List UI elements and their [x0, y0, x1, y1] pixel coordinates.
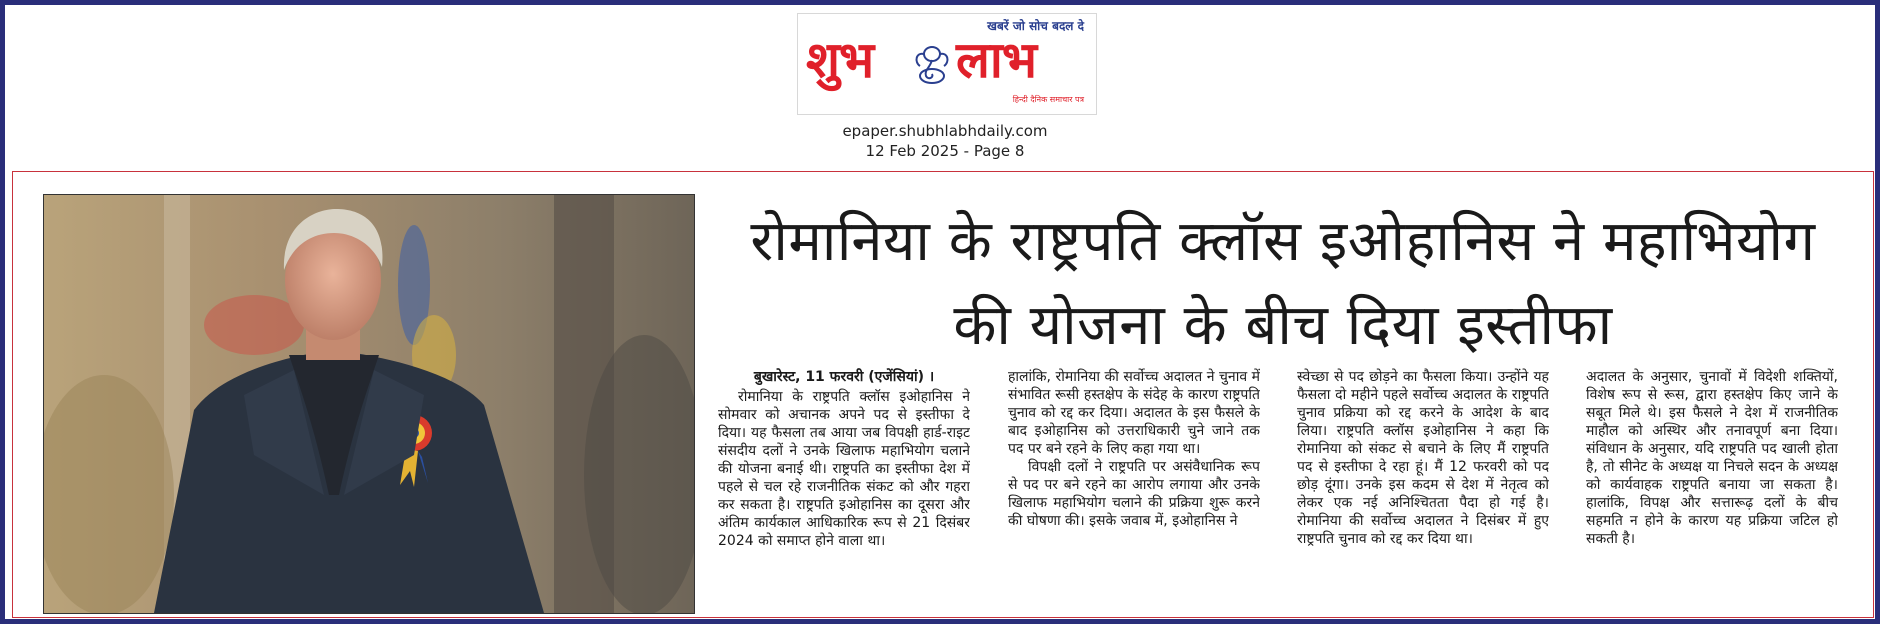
- ganesha-emblem-icon: [910, 38, 954, 86]
- edition-date-page: 12 Feb 2025 - Page 8: [865, 142, 1025, 160]
- logo-word-labh: लाभ: [956, 31, 1036, 89]
- article-paragraph: अदालत के अनुसार, चुनावों में विदेशी शक्तियों, विशेष रूप से रूस, द्वारा हस्तक्षेप किए जाने के सबूत मिले थे। इस फैसले ने देश में राजनीतिक माहौल को अस्थिर और तनावपूर्ण बना दिया। संविधान के अनुसार, यदि राष्ट्रपति पद खाली होता है, तो सीनेट के अध्यक्ष या निचले सदन के अध्यक्ष को कार्यवाहक राष्ट्रपति बनाया जा सकता है। हालांकि, विपक्ष और सत्तारूढ़ दलों के बीच सहमति न होने के कारण यह प्रक्रिया जटिल हो सकती है।: [1586, 369, 1838, 547]
- article-column-4: [1586, 368, 1838, 614]
- article-photo: [43, 194, 695, 614]
- article-paragraph: रोमानिया के राष्ट्रपति क्लॉस इओहानिस ने सोमवार को अचानक अपने पद से इस्तीफा दे दिया। यह फैसला तब आया जब विपक्षी हार्ड-राइट संसदीय दलों ने उनके खिलाफ महाभियोग चलाने की योजना बनाई थी। राष्ट्रपति का इस्तीफा देश में पहले से चल रहे राजनीतिक संकट को और गहरा कर सकता है। राष्ट्रपति इओहानिस का दूसरा और अंतिम कार्यकाल आधिकारिक रूप से 21 दिसंबर 2024 को समाप्त होने वाला था।: [718, 389, 970, 549]
- article-paragraph: स्वेच्छा से पद छोड़ने का फैसला किया। उन्होंने यह फैसला दो महीने पहले सर्वोच्च अदालत के राष्ट्रपति चुनाव प्रक्रिया को रद्द करने के आदेश के बाद लिया। राष्ट्रपति क्लॉस इओहानिस ने कहा कि रोमानिया को संकट से बचाने के लिए मैं राष्ट्रपति पद से इस्तीफा दे रहा हूं। मैं 12 फरवरी को पद छोड़ दूंगा। उनके इस कदम से देश में नेतृत्व को लेकर एक नई अनिश्चितता पैदा हो गई है। रोमानिया की सर्वोच्च अदालत ने दिसंबर में हुए राष्ट्रपति चुनाव को रद्द कर दिया था।: [1297, 369, 1549, 547]
- article-dateline: बुखारेस्ट, 11 फरवरी (एजेंसियां) ।: [753, 369, 935, 385]
- article-paragraph: विपक्षी दलों ने राष्ट्रपति पर असंवैधानिक रूप से पद पर बने रहने का आरोप लगाया और उनके खिलाफ महाभियोग चलाने की प्रक्रिया शुरू करने की घोषणा की। इसके जवाब में, इओहानिस ने: [1008, 459, 1260, 529]
- logo-subtitle: हिन्दी दैनिक समाचार पत्र: [1012, 95, 1084, 104]
- article-headline: रोमानिया के राष्ट्रपति क्लॉस इओहानिस ने महाभियोग की योजना के बीच दिया इस्तीफा: [750, 209, 1816, 358]
- article-paragraph: हालांकि, रोमानिया की सर्वोच्च अदालत ने चुनाव में संभावित रूसी हस्तक्षेप के संदेह के कारण राष्ट्रपति चुनाव को रद्द कर दिया। अदालत के इस फैसले के बाद इओहानिस को उत्तराधिकारी चुने जाने तक पद पर बने रहने के लिए कहा गया था।: [1008, 369, 1260, 457]
- news-article: [12, 171, 1874, 618]
- article-column-1: [718, 368, 970, 614]
- newspaper-logo[interactable]: [797, 13, 1097, 115]
- logo-word-shubh: शुभ: [806, 31, 874, 89]
- article-column-3: [1297, 368, 1549, 614]
- epaper-url[interactable]: epaper.shubhlabhdaily.com: [842, 122, 1048, 140]
- president-photo-image: [44, 195, 694, 613]
- article-column-2: [1008, 368, 1260, 614]
- logo-tagline: खबरें जो सोच बदल दे: [987, 19, 1084, 33]
